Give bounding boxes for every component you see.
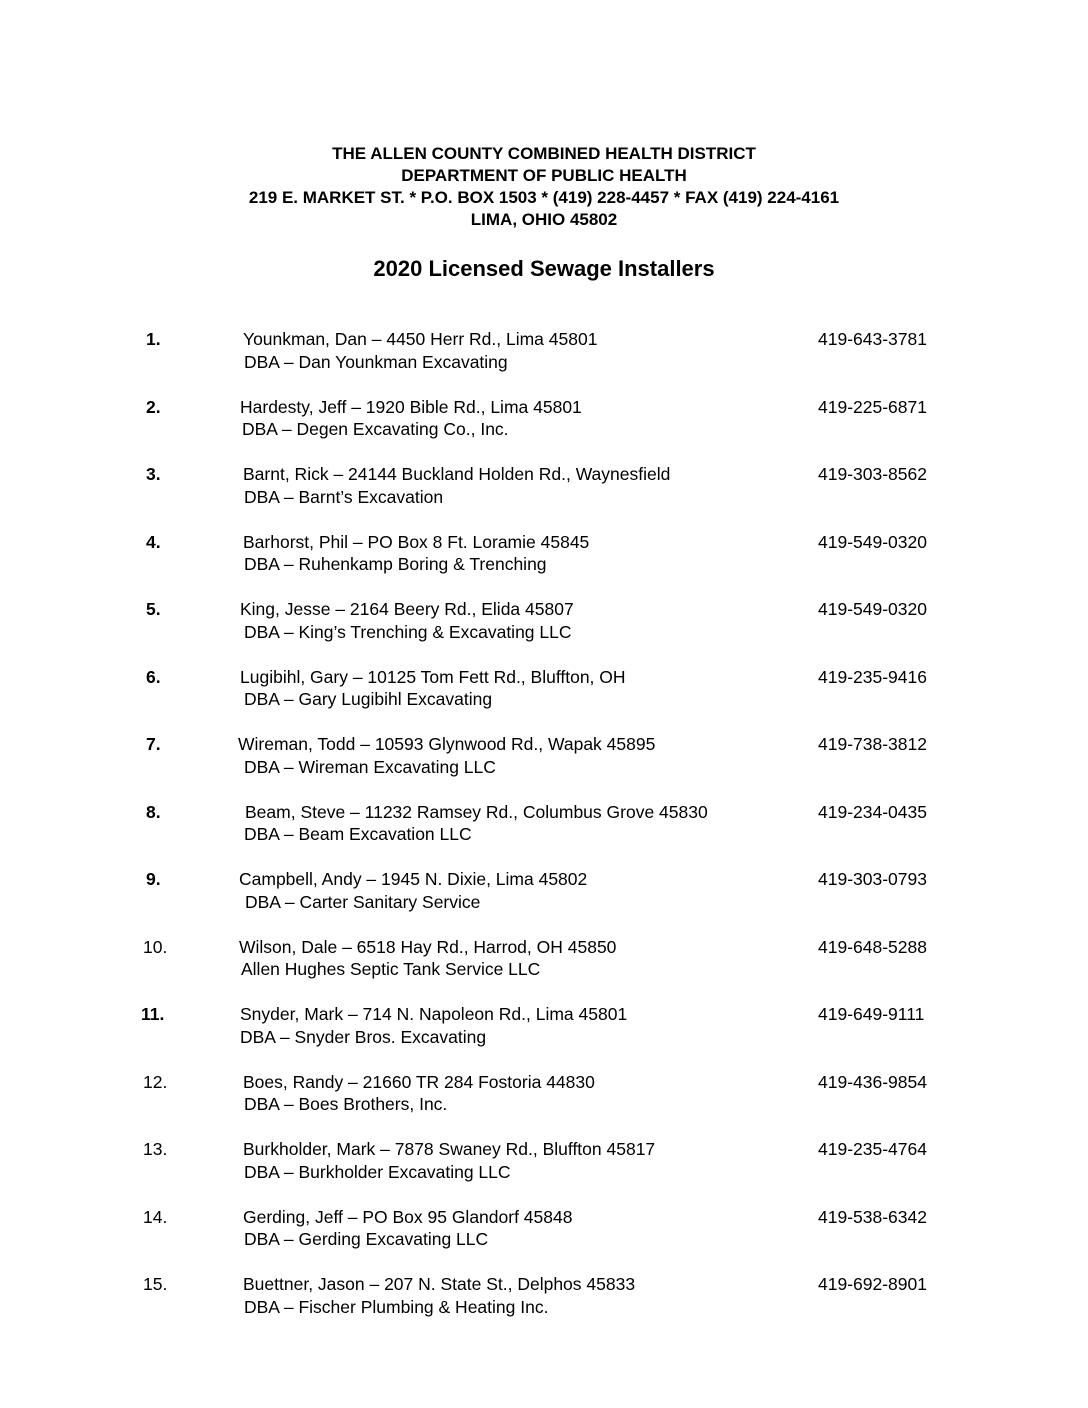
installer-phone: 419-303-0793 (818, 869, 927, 889)
installer-name-address: Campbell, Andy – 1945 N. Dixie, Lima 45802 (239, 869, 588, 889)
installer-phone: 419-648-5288 (818, 936, 927, 957)
installer-dba: DBA – Gary Lugibihl Excavating (244, 689, 493, 709)
installer-name-address: Buettner, Jason – 207 N. State St., Delphos 45833 (243, 1274, 636, 1294)
installer-name-address: Lugibihl, Gary – 10125 Tom Fett Rd., Bluffton, OH (240, 666, 626, 687)
list-item (0, 666, 1088, 734)
list-item (0, 1003, 1088, 1071)
installer-name-address: Younkman, Dan – 4450 Herr Rd., Lima 45801 (243, 329, 598, 349)
installer-dba: DBA – Barnt’s Excavation (244, 486, 444, 507)
installer-name-address: Wireman, Todd – 10593 Glynwood Rd., Wapak 45895 (238, 734, 656, 754)
installer-dba: DBA – Dan Younkman Excavating (244, 351, 508, 372)
installer-dba: DBA – Boes Brothers, Inc. (244, 1094, 448, 1114)
list-item (0, 733, 1088, 801)
installer-name-address: Burkholder, Mark – 7878 Swaney Rd., Bluffton 45817 (243, 1139, 656, 1159)
installer-phone: 419-643-3781 (818, 329, 927, 349)
installer-list (0, 328, 1088, 1341)
installer-dba: Allen Hughes Septic Tank Service LLC (241, 959, 541, 979)
page-title: 2020 Licensed Sewage Installers (373, 256, 715, 281)
installer-name-address: Snyder, Mark – 714 N. Napoleon Rd., Lima 45801 (240, 1004, 628, 1024)
installer-dba: DBA – Wireman Excavating LLC (244, 756, 496, 777)
header-address: 219 E. MARKET ST. * P.O. BOX 1503 * (419) 228-4457 * FAX (419) 224-4161 (248, 188, 840, 207)
item-number: 8. (146, 801, 161, 822)
item-number: 6. (146, 666, 161, 687)
item-number: 3. (146, 464, 161, 484)
installer-phone: 419-538-6342 (818, 1206, 927, 1227)
installer-name-address: Gerding, Jeff – PO Box 95 Glandorf 45848 (243, 1206, 573, 1227)
list-item (0, 328, 1088, 396)
installer-phone: 419-649-9111 (818, 1004, 925, 1024)
installer-dba: DBA – Beam Excavation LLC (244, 824, 472, 844)
list-item (0, 1138, 1088, 1206)
item-number: 10. (143, 936, 168, 957)
installer-dba: DBA – Ruhenkamp Boring & Trenching (244, 554, 547, 574)
header-department: DEPARTMENT OF PUBLIC HEALTH (401, 166, 687, 185)
installer-dba: DBA – Carter Sanitary Service (245, 891, 481, 912)
installer-dba: DBA – Fischer Plumbing & Heating Inc. (244, 1296, 549, 1317)
list-item (0, 598, 1088, 666)
list-item (0, 396, 1088, 464)
list-item (0, 868, 1088, 936)
installer-phone: 419-235-4764 (818, 1139, 927, 1159)
item-number: 2. (146, 396, 161, 417)
item-number: 9. (146, 869, 161, 889)
installer-dba: DBA – King’s Trenching & Excavating LLC (244, 621, 572, 642)
installer-phone: 419-234-0435 (818, 801, 927, 822)
item-number: 7. (146, 734, 161, 754)
installer-dba: DBA – Snyder Bros. Excavating (240, 1026, 487, 1047)
document-header (0, 143, 1088, 231)
installer-name-address: Boes, Randy – 21660 TR 284 Fostoria 44830 (243, 1071, 595, 1092)
item-number: 15. (143, 1274, 168, 1294)
list-item (0, 531, 1088, 599)
installer-dba: DBA – Gerding Excavating LLC (244, 1229, 489, 1249)
installer-phone: 419-738-3812 (818, 734, 927, 754)
installer-name-address: King, Jesse – 2164 Beery Rd., Elida 45807 (240, 599, 574, 619)
installer-name-address: Barhorst, Phil – PO Box 8 Ft. Loramie 45845 (243, 531, 590, 552)
installer-phone: 419-235-9416 (818, 666, 927, 687)
list-item (0, 1273, 1088, 1341)
installer-phone: 419-303-8562 (818, 464, 927, 484)
installer-phone: 419-549-0320 (818, 531, 927, 552)
header-city: LIMA, OHIO 45802 (470, 210, 618, 229)
list-item (0, 801, 1088, 869)
item-number: 11. (141, 1004, 165, 1024)
installer-phone: 419-225-6871 (818, 396, 927, 417)
item-number: 4. (146, 531, 161, 552)
list-item (0, 463, 1088, 531)
item-number: 1. (146, 329, 161, 349)
installer-dba: DBA – Degen Excavating Co., Inc. (242, 419, 509, 439)
header-organization: THE ALLEN COUNTY COMBINED HEALTH DISTRICT (332, 144, 756, 163)
installer-phone: 419-436-9854 (818, 1071, 927, 1092)
installer-name-address: Hardesty, Jeff – 1920 Bible Rd., Lima 45801 (240, 396, 582, 417)
list-item (0, 1206, 1088, 1274)
item-number: 5. (146, 599, 161, 619)
installer-name-address: Wilson, Dale – 6518 Hay Rd., Harrod, OH 45850 (239, 936, 617, 957)
installer-dba: DBA – Burkholder Excavating LLC (244, 1161, 511, 1182)
item-number: 13. (143, 1139, 168, 1159)
list-item (0, 936, 1088, 1004)
list-item (0, 1071, 1088, 1139)
installer-name-address: Barnt, Rick – 24144 Buckland Holden Rd., Waynesfield (243, 464, 671, 484)
installer-phone: 419-549-0320 (818, 599, 927, 619)
installer-phone: 419-692-8901 (818, 1274, 927, 1294)
item-number: 14. (143, 1206, 168, 1227)
installer-name-address: Beam, Steve – 11232 Ramsey Rd., Columbus Grove 45830 (245, 801, 708, 822)
item-number: 12. (143, 1071, 168, 1092)
